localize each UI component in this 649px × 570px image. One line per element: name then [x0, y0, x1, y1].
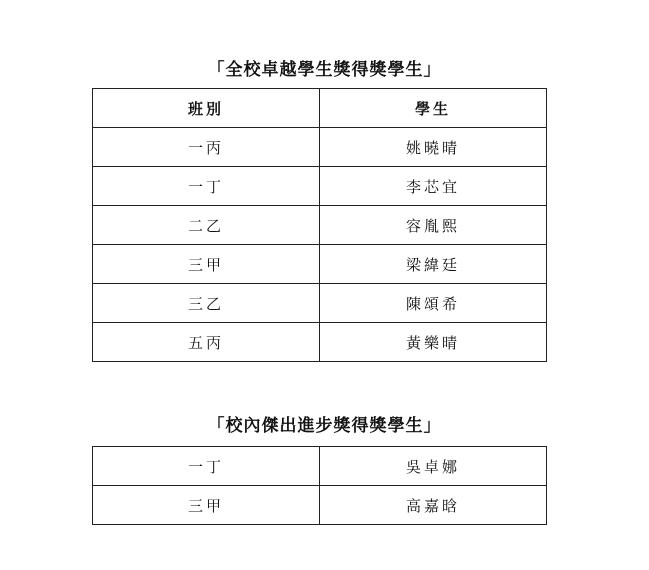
column-header-class: 班別: [93, 89, 320, 128]
column-header-student: 學生: [320, 89, 547, 128]
progress-award-table: [92, 446, 547, 525]
student-cell: 姚曉晴: [320, 128, 547, 167]
table-row: [93, 447, 547, 486]
table-row: [93, 206, 547, 245]
class-cell: 一丁: [93, 167, 320, 206]
class-cell: 三乙: [93, 284, 320, 323]
student-cell: 梁緯廷: [320, 245, 547, 284]
class-cell: 一丙: [93, 128, 320, 167]
student-cell: 李芯宜: [320, 167, 547, 206]
table-row: [93, 323, 547, 362]
section-title-progress: 「校內傑出進步獎得獎學生」: [207, 416, 442, 436]
table-row: [93, 167, 547, 206]
class-cell: 一丁: [93, 447, 320, 486]
class-cell: 二乙: [93, 206, 320, 245]
table-row: [93, 245, 547, 284]
student-cell: 陳頌希: [320, 284, 547, 323]
table-row: [93, 128, 547, 167]
table-header-row: [93, 89, 547, 128]
student-cell: 黃樂晴: [320, 323, 547, 362]
student-cell: 高嘉晗: [320, 486, 547, 525]
class-cell: 五丙: [93, 323, 320, 362]
class-cell: 三甲: [93, 245, 320, 284]
excellence-award-table: [92, 88, 547, 362]
class-cell: 三甲: [93, 486, 320, 525]
table-row: [93, 284, 547, 323]
table-row: [93, 486, 547, 525]
section-title-excellence: 「全校卓越學生獎得獎學生」: [207, 60, 442, 80]
student-cell: 吳卓娜: [320, 447, 547, 486]
student-cell: 容胤熙: [320, 206, 547, 245]
